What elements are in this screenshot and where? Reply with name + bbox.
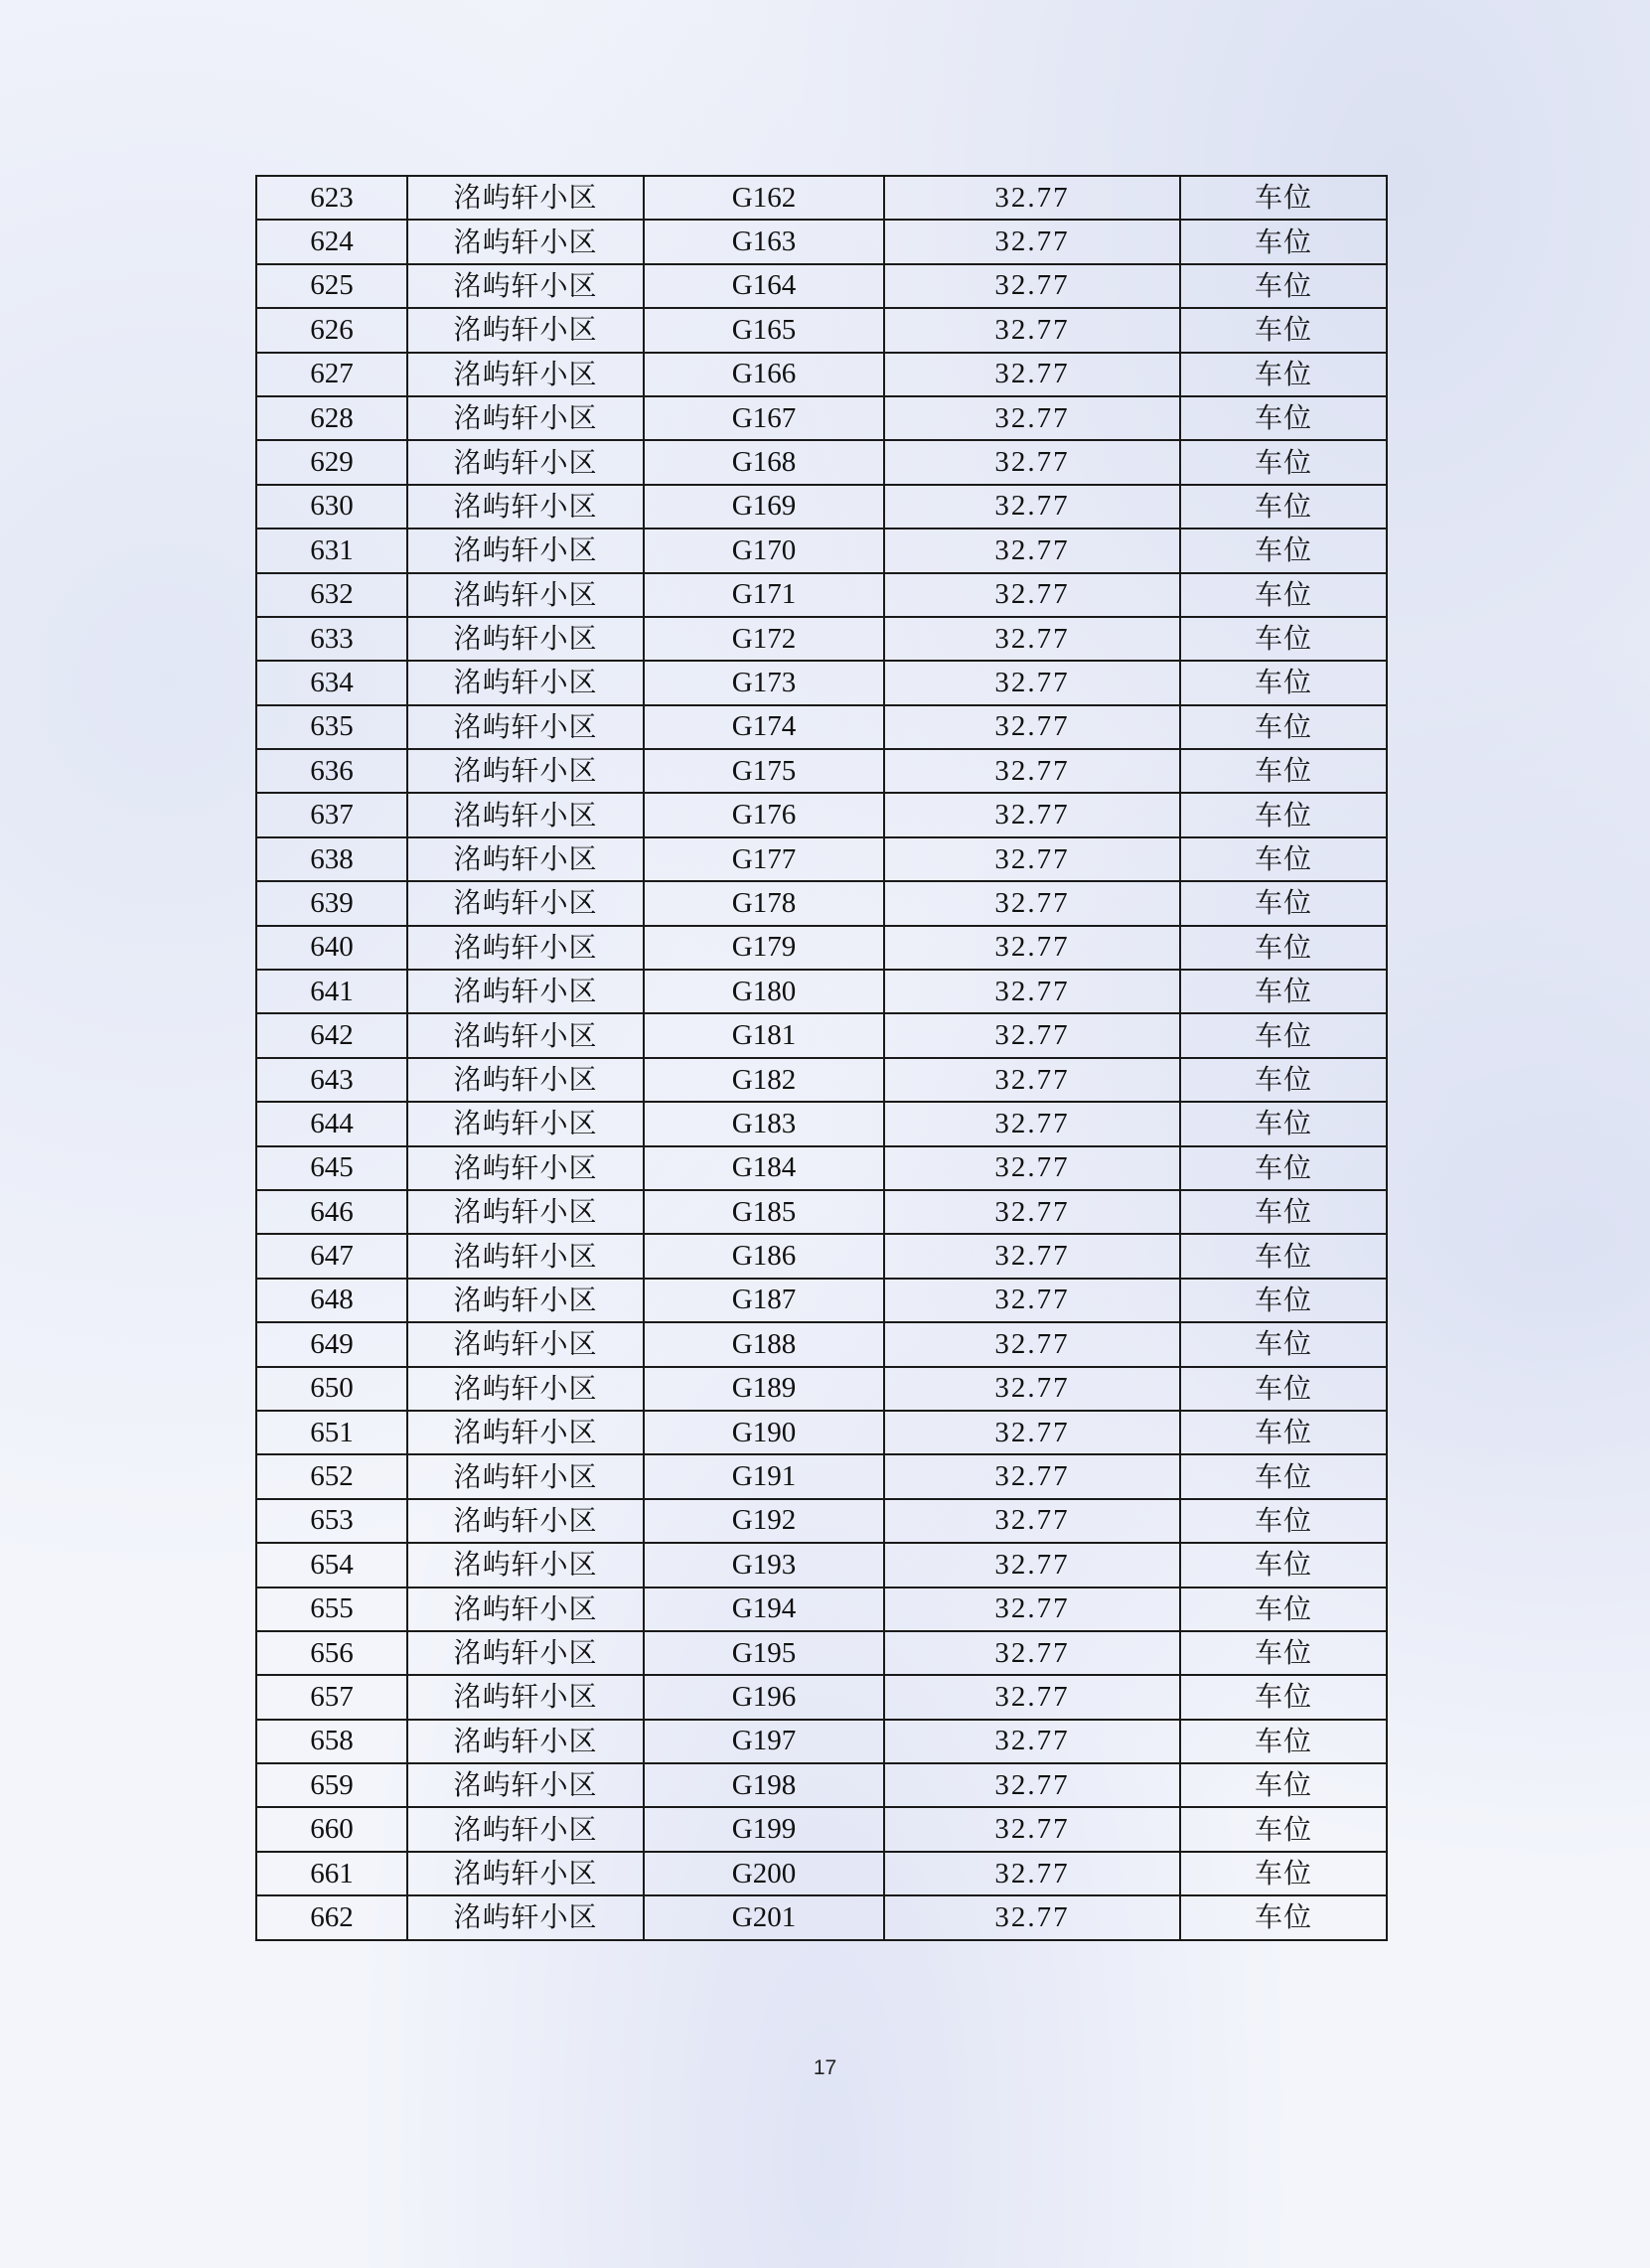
area-cell: 32.77	[884, 661, 1180, 704]
row-number-cell: 644	[256, 1102, 407, 1145]
space-code-cell: G170	[644, 529, 884, 572]
row-number-cell: 634	[256, 661, 407, 704]
table-row	[256, 881, 1387, 925]
community-name-cell: 洺屿轩小区	[407, 529, 644, 572]
space-code-cell: G176	[644, 793, 884, 836]
type-cell: 车位	[1180, 1720, 1387, 1763]
table-row	[256, 1279, 1387, 1322]
type-cell: 车位	[1180, 837, 1387, 881]
community-name-cell: 洺屿轩小区	[407, 1852, 644, 1895]
row-number-cell: 631	[256, 529, 407, 572]
area-cell: 32.77	[884, 1763, 1180, 1807]
community-name-cell: 洺屿轩小区	[407, 1763, 644, 1807]
row-number-cell: 653	[256, 1499, 407, 1543]
area-cell: 32.77	[884, 793, 1180, 836]
type-cell: 车位	[1180, 1588, 1387, 1631]
type-cell: 车位	[1180, 264, 1387, 308]
type-cell: 车位	[1180, 793, 1387, 836]
space-code-cell: G185	[644, 1190, 884, 1234]
area-cell: 32.77	[884, 440, 1180, 484]
area-cell: 32.77	[884, 1852, 1180, 1895]
row-number-cell: 656	[256, 1631, 407, 1675]
type-cell: 车位	[1180, 749, 1387, 793]
row-number-cell: 640	[256, 926, 407, 970]
community-name-cell: 洺屿轩小区	[407, 1588, 644, 1631]
area-cell: 32.77	[884, 705, 1180, 749]
type-cell: 车位	[1180, 1234, 1387, 1278]
community-name-cell: 洺屿轩小区	[407, 1279, 644, 1322]
space-code-cell: G181	[644, 1013, 884, 1057]
row-number-cell: 654	[256, 1543, 407, 1587]
type-cell: 车位	[1180, 661, 1387, 704]
row-number-cell: 635	[256, 705, 407, 749]
table-row	[256, 1499, 1387, 1543]
type-cell: 车位	[1180, 353, 1387, 396]
space-code-cell: G186	[644, 1234, 884, 1278]
area-cell: 32.77	[884, 1895, 1180, 1939]
community-name-cell: 洺屿轩小区	[407, 353, 644, 396]
table-row	[256, 1588, 1387, 1631]
space-code-cell: G201	[644, 1895, 884, 1939]
type-cell: 车位	[1180, 1807, 1387, 1851]
community-name-cell: 洺屿轩小区	[407, 1675, 644, 1719]
table-row	[256, 1013, 1387, 1057]
community-name-cell: 洺屿轩小区	[407, 661, 644, 704]
area-cell: 32.77	[884, 617, 1180, 661]
community-name-cell: 洺屿轩小区	[407, 1102, 644, 1145]
area-cell: 32.77	[884, 1279, 1180, 1322]
space-code-cell: G184	[644, 1146, 884, 1190]
community-name-cell: 洺屿轩小区	[407, 837, 644, 881]
type-cell: 车位	[1180, 485, 1387, 529]
type-cell: 车位	[1180, 970, 1387, 1013]
space-code-cell: G191	[644, 1454, 884, 1498]
community-name-cell: 洺屿轩小区	[407, 705, 644, 749]
community-name-cell: 洺屿轩小区	[407, 485, 644, 529]
area-cell: 32.77	[884, 308, 1180, 352]
community-name-cell: 洺屿轩小区	[407, 573, 644, 617]
table-row	[256, 353, 1387, 396]
space-code-cell: G196	[644, 1675, 884, 1719]
row-number-cell: 626	[256, 308, 407, 352]
row-number-cell: 643	[256, 1058, 407, 1102]
type-cell: 车位	[1180, 1322, 1387, 1366]
area-cell: 32.77	[884, 1588, 1180, 1631]
type-cell: 车位	[1180, 1543, 1387, 1587]
space-code-cell: G177	[644, 837, 884, 881]
space-code-cell: G168	[644, 440, 884, 484]
row-number-cell: 657	[256, 1675, 407, 1719]
area-cell: 32.77	[884, 220, 1180, 263]
row-number-cell: 629	[256, 440, 407, 484]
type-cell: 车位	[1180, 573, 1387, 617]
space-code-cell: G166	[644, 353, 884, 396]
space-code-cell: G165	[644, 308, 884, 352]
area-cell: 32.77	[884, 1720, 1180, 1763]
table-row	[256, 1411, 1387, 1454]
community-name-cell: 洺屿轩小区	[407, 1013, 644, 1057]
area-cell: 32.77	[884, 1675, 1180, 1719]
area-cell: 32.77	[884, 1807, 1180, 1851]
space-code-cell: G163	[644, 220, 884, 263]
space-code-cell: G174	[644, 705, 884, 749]
type-cell: 车位	[1180, 1279, 1387, 1322]
community-name-cell: 洺屿轩小区	[407, 1058, 644, 1102]
table-row	[256, 1322, 1387, 1366]
table-row	[256, 837, 1387, 881]
space-code-cell: G189	[644, 1367, 884, 1411]
community-name-cell: 洺屿轩小区	[407, 749, 644, 793]
area-cell: 32.77	[884, 1234, 1180, 1278]
space-code-cell: G172	[644, 617, 884, 661]
space-code-cell: G198	[644, 1763, 884, 1807]
space-code-cell: G199	[644, 1807, 884, 1851]
table-row	[256, 1146, 1387, 1190]
community-name-cell: 洺屿轩小区	[407, 264, 644, 308]
row-number-cell: 624	[256, 220, 407, 263]
space-code-cell: G162	[644, 176, 884, 220]
community-name-cell: 洺屿轩小区	[407, 308, 644, 352]
row-number-cell: 659	[256, 1763, 407, 1807]
row-number-cell: 655	[256, 1588, 407, 1631]
area-cell: 32.77	[884, 529, 1180, 572]
row-number-cell: 639	[256, 881, 407, 925]
row-number-cell: 636	[256, 749, 407, 793]
community-name-cell: 洺屿轩小区	[407, 1895, 644, 1939]
area-cell: 32.77	[884, 176, 1180, 220]
area-cell: 32.77	[884, 1411, 1180, 1454]
community-name-cell: 洺屿轩小区	[407, 1190, 644, 1234]
row-number-cell: 628	[256, 396, 407, 440]
row-number-cell: 630	[256, 485, 407, 529]
type-cell: 车位	[1180, 1852, 1387, 1895]
table-row	[256, 793, 1387, 836]
community-name-cell: 洺屿轩小区	[407, 1499, 644, 1543]
table-row	[256, 573, 1387, 617]
space-code-cell: G171	[644, 573, 884, 617]
row-number-cell: 627	[256, 353, 407, 396]
table-row	[256, 661, 1387, 704]
row-number-cell: 660	[256, 1807, 407, 1851]
area-cell: 32.77	[884, 837, 1180, 881]
table-row	[256, 308, 1387, 352]
area-cell: 32.77	[884, 264, 1180, 308]
row-number-cell: 647	[256, 1234, 407, 1278]
area-cell: 32.77	[884, 1146, 1180, 1190]
table-row	[256, 1543, 1387, 1587]
row-number-cell: 633	[256, 617, 407, 661]
row-number-cell: 658	[256, 1720, 407, 1763]
space-code-cell: G175	[644, 749, 884, 793]
row-number-cell: 645	[256, 1146, 407, 1190]
community-name-cell: 洺屿轩小区	[407, 1454, 644, 1498]
row-number-cell: 641	[256, 970, 407, 1013]
area-cell: 32.77	[884, 1102, 1180, 1145]
area-cell: 32.77	[884, 396, 1180, 440]
area-cell: 32.77	[884, 926, 1180, 970]
community-name-cell: 洺屿轩小区	[407, 1543, 644, 1587]
space-code-cell: G197	[644, 1720, 884, 1763]
table-row	[256, 220, 1387, 263]
type-cell: 车位	[1180, 1411, 1387, 1454]
table-row	[256, 396, 1387, 440]
table-row	[256, 440, 1387, 484]
type-cell: 车位	[1180, 1895, 1387, 1939]
page-number: 17	[813, 2056, 837, 2079]
area-cell: 32.77	[884, 881, 1180, 925]
row-number-cell: 642	[256, 1013, 407, 1057]
type-cell: 车位	[1180, 926, 1387, 970]
type-cell: 车位	[1180, 1454, 1387, 1498]
area-cell: 32.77	[884, 970, 1180, 1013]
type-cell: 车位	[1180, 220, 1387, 263]
space-code-cell: G200	[644, 1852, 884, 1895]
parking-space-table	[255, 175, 1388, 1941]
table-row	[256, 485, 1387, 529]
table-body	[256, 176, 1387, 1940]
space-code-cell: G164	[644, 264, 884, 308]
community-name-cell: 洺屿轩小区	[407, 926, 644, 970]
area-cell: 32.77	[884, 1367, 1180, 1411]
area-cell: 32.77	[884, 1499, 1180, 1543]
community-name-cell: 洺屿轩小区	[407, 1234, 644, 1278]
table-row	[256, 176, 1387, 220]
area-cell: 32.77	[884, 353, 1180, 396]
type-cell: 车位	[1180, 1763, 1387, 1807]
table-row	[256, 1058, 1387, 1102]
community-name-cell: 洺屿轩小区	[407, 220, 644, 263]
table-row	[256, 529, 1387, 572]
community-name-cell: 洺屿轩小区	[407, 1322, 644, 1366]
type-cell: 车位	[1180, 1675, 1387, 1719]
type-cell: 车位	[1180, 1367, 1387, 1411]
type-cell: 车位	[1180, 1146, 1387, 1190]
area-cell: 32.77	[884, 1543, 1180, 1587]
area-cell: 32.77	[884, 1058, 1180, 1102]
space-code-cell: G178	[644, 881, 884, 925]
type-cell: 车位	[1180, 308, 1387, 352]
area-cell: 32.77	[884, 1322, 1180, 1366]
table-row	[256, 926, 1387, 970]
type-cell: 车位	[1180, 1013, 1387, 1057]
community-name-cell: 洺屿轩小区	[407, 396, 644, 440]
row-number-cell: 650	[256, 1367, 407, 1411]
table-row	[256, 1763, 1387, 1807]
area-cell: 32.77	[884, 1013, 1180, 1057]
community-name-cell: 洺屿轩小区	[407, 1720, 644, 1763]
row-number-cell: 651	[256, 1411, 407, 1454]
area-cell: 32.77	[884, 573, 1180, 617]
community-name-cell: 洺屿轩小区	[407, 881, 644, 925]
row-number-cell: 625	[256, 264, 407, 308]
type-cell: 车位	[1180, 1631, 1387, 1675]
row-number-cell: 649	[256, 1322, 407, 1366]
row-number-cell: 632	[256, 573, 407, 617]
type-cell: 车位	[1180, 1499, 1387, 1543]
row-number-cell: 652	[256, 1454, 407, 1498]
space-code-cell: G182	[644, 1058, 884, 1102]
type-cell: 车位	[1180, 705, 1387, 749]
space-code-cell: G169	[644, 485, 884, 529]
community-name-cell: 洺屿轩小区	[407, 617, 644, 661]
area-cell: 32.77	[884, 1631, 1180, 1675]
table-row	[256, 1454, 1387, 1498]
table-row	[256, 1852, 1387, 1895]
table-row	[256, 1720, 1387, 1763]
community-name-cell: 洺屿轩小区	[407, 793, 644, 836]
area-cell: 32.77	[884, 485, 1180, 529]
community-name-cell: 洺屿轩小区	[407, 1146, 644, 1190]
space-code-cell: G193	[644, 1543, 884, 1587]
type-cell: 车位	[1180, 1058, 1387, 1102]
community-name-cell: 洺屿轩小区	[407, 440, 644, 484]
space-code-cell: G187	[644, 1279, 884, 1322]
row-number-cell: 623	[256, 176, 407, 220]
community-name-cell: 洺屿轩小区	[407, 1411, 644, 1454]
type-cell: 车位	[1180, 529, 1387, 572]
row-number-cell: 661	[256, 1852, 407, 1895]
row-number-cell: 637	[256, 793, 407, 836]
type-cell: 车位	[1180, 440, 1387, 484]
type-cell: 车位	[1180, 1102, 1387, 1145]
area-cell: 32.77	[884, 1454, 1180, 1498]
community-name-cell: 洺屿轩小区	[407, 970, 644, 1013]
table-row	[256, 1807, 1387, 1851]
space-code-cell: G173	[644, 661, 884, 704]
row-number-cell: 638	[256, 837, 407, 881]
type-cell: 车位	[1180, 617, 1387, 661]
space-code-cell: G183	[644, 1102, 884, 1145]
space-code-cell: G179	[644, 926, 884, 970]
area-cell: 32.77	[884, 1190, 1180, 1234]
table-row	[256, 264, 1387, 308]
table-row	[256, 1631, 1387, 1675]
table-row	[256, 1895, 1387, 1939]
space-code-cell: G195	[644, 1631, 884, 1675]
community-name-cell: 洺屿轩小区	[407, 1807, 644, 1851]
table-row	[256, 1102, 1387, 1145]
table-row	[256, 617, 1387, 661]
space-code-cell: G167	[644, 396, 884, 440]
row-number-cell: 662	[256, 1895, 407, 1939]
type-cell: 车位	[1180, 396, 1387, 440]
community-name-cell: 洺屿轩小区	[407, 176, 644, 220]
space-code-cell: G190	[644, 1411, 884, 1454]
table-row	[256, 705, 1387, 749]
table-row	[256, 1234, 1387, 1278]
type-cell: 车位	[1180, 881, 1387, 925]
type-cell: 车位	[1180, 1190, 1387, 1234]
table-row	[256, 970, 1387, 1013]
area-cell: 32.77	[884, 749, 1180, 793]
table-row	[256, 1675, 1387, 1719]
table-row	[256, 1367, 1387, 1411]
table-row	[256, 1190, 1387, 1234]
type-cell: 车位	[1180, 176, 1387, 220]
community-name-cell: 洺屿轩小区	[407, 1631, 644, 1675]
community-name-cell: 洺屿轩小区	[407, 1367, 644, 1411]
table-row	[256, 749, 1387, 793]
row-number-cell: 646	[256, 1190, 407, 1234]
row-number-cell: 648	[256, 1279, 407, 1322]
space-code-cell: G180	[644, 970, 884, 1013]
space-code-cell: G192	[644, 1499, 884, 1543]
space-code-cell: G194	[644, 1588, 884, 1631]
space-code-cell: G188	[644, 1322, 884, 1366]
